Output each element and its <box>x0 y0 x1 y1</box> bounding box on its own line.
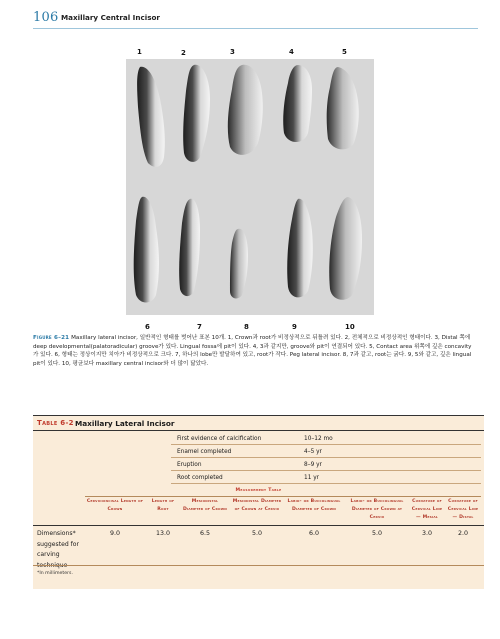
info-row-value: 10–12 mo <box>304 436 333 442</box>
figure-label-7: 7 <box>197 323 202 331</box>
table-cell: 5.0 <box>251 530 262 537</box>
tooth-9 <box>287 199 313 298</box>
table-cell: 6.5 <box>199 530 210 537</box>
figure-label-5: 5 <box>342 48 347 56</box>
tooth-specimens-photo <box>126 59 374 315</box>
tooth-4 <box>283 65 312 142</box>
tooth-2 <box>183 65 210 162</box>
info-row-value: 8–9 yr <box>304 462 322 468</box>
info-row-label: Eruption <box>177 462 202 468</box>
figure-caption-label: Figure 6–21 <box>33 335 70 341</box>
figure-label-6: 6 <box>145 323 150 331</box>
running-title: Maxillary Central Incisor <box>61 13 160 22</box>
table-cell: 3.0 <box>421 530 432 537</box>
table-cell: 6.0 <box>308 530 319 537</box>
table-cell: 5.0 <box>371 530 382 537</box>
tooth-8 <box>230 229 248 299</box>
figure-label-9: 9 <box>292 323 297 331</box>
info-row <box>171 458 481 471</box>
info-row <box>171 432 481 445</box>
table-cell: 9.0 <box>109 530 120 537</box>
info-row <box>171 445 481 458</box>
table-title: Maxillary Lateral Incisor <box>75 419 175 428</box>
info-row-value: 4–5 yr <box>304 449 322 455</box>
table-cell: 2.0 <box>457 530 468 537</box>
measurement-table-title: Measurement Table <box>235 488 282 493</box>
info-row-label: Enamel completed <box>177 449 232 455</box>
column-header: Labio- or Buccolingual Diameter of Crown at Cervix <box>350 499 404 520</box>
row-label: Dimensions* suggested for carving <box>37 530 80 558</box>
figure-label-8: 8 <box>244 323 249 331</box>
tooth-1 <box>137 67 165 167</box>
figure-label-1: 1 <box>137 48 142 56</box>
tooth-5 <box>327 67 359 149</box>
figure-caption <box>33 334 475 368</box>
figure-label-2: 2 <box>181 49 186 57</box>
column-header: Curvature of Cervical Line— Mesial <box>411 499 443 520</box>
tooth-3 <box>228 65 263 155</box>
column-header: Mesiodistal Diameter of Crown <box>183 499 227 512</box>
info-row <box>171 471 481 484</box>
table-bottom-rule <box>33 565 484 566</box>
page-header <box>33 10 483 26</box>
figure-caption-text: Maxillary lateral incisor, 일반적인 형태를 벗어난 표본 10개. 1, Crown과 root가 비정상적으로 뒤틀려 있다. 2, 전체적으로 비정상적인 형태이다. 3, Distal 쪽에 deep developmental(palatoradicular) groove가 있다. Lingual fossa에 pit이 있다. 4, 3과 같지만, groove와 pit이 연결되어 있다. 5, Contact area 위쪽에 깊은 concavity가 있다. 6, 형태는 정상이지만 치아가 비정상적으로 크다. 7, 하나의 lobe만 발달하여 있고, root가 작다. Peg lateral incisor. 8, 7과 같고, root는 굵다. 9, 5와 같고, 깊은 lingual pit이 있다. 10, 평균보다 maxillary central incisor와 더 많이 닮았다. <box>33 335 472 367</box>
figure-label-3: 3 <box>230 48 235 56</box>
data-table <box>33 415 484 589</box>
table-header <box>33 415 484 431</box>
table-number: Table 6-2 <box>37 419 74 427</box>
table-cell: 13.0 <box>155 530 171 537</box>
column-header: Labio- or Buccolingual Diameter of Crown <box>287 499 341 512</box>
info-row-label: Root completed <box>177 475 223 481</box>
header-divider <box>33 28 478 29</box>
table-footnote: *In millimeters. <box>37 571 73 576</box>
tooth-7 <box>179 199 200 296</box>
page-number: 106 <box>33 10 59 25</box>
column-header: Mesiodistal Diameter of Crown at Cervix <box>232 499 282 512</box>
info-row-value: 11 yr <box>304 475 320 481</box>
column-header: Cervicoincisal Length of Crown <box>86 499 144 512</box>
figure-label-4: 4 <box>289 48 294 56</box>
tooth-6 <box>134 197 159 303</box>
measurement-divider <box>85 496 481 497</box>
teeth-illustration <box>126 59 374 315</box>
figure-label-10: 10 <box>345 323 355 331</box>
column-header: Length of Root <box>151 499 175 512</box>
tooth-10 <box>329 197 362 300</box>
header-bottom-rule <box>33 525 484 526</box>
info-row-label: First evidence of calcification <box>177 436 262 442</box>
column-header: Curvature of Cervical Line— Distal <box>447 499 479 520</box>
